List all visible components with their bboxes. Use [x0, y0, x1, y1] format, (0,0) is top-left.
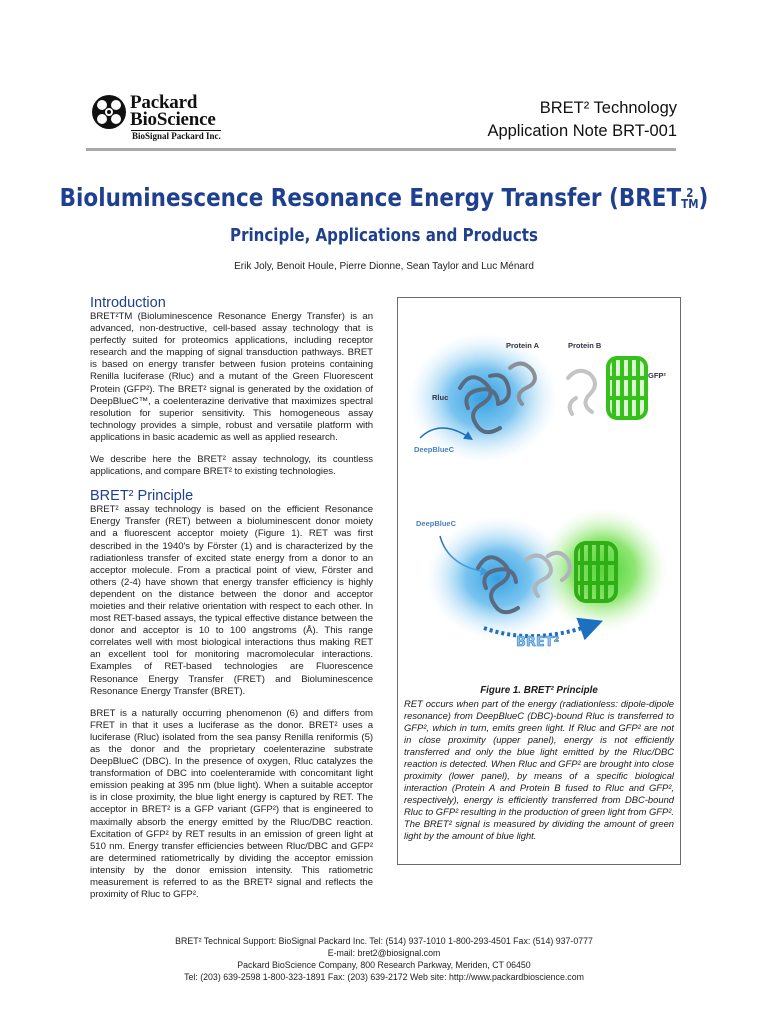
intro-paragraph-2: We describe here the BRET² assay technology, its countless applications, and compare BRET² to existing technologies.: [90, 454, 373, 478]
authors: Erik Joly, Benoit Houle, Pierre Dionne, Sean Taylor and Luc Ménard: [234, 261, 534, 272]
label-rluc: Rluc: [432, 393, 449, 402]
company-logo: [90, 90, 250, 140]
lower-gfp-barrel: [576, 543, 616, 601]
intro-heading: Introduction: [90, 295, 166, 311]
page-title: [54, 183, 714, 212]
title-tm: TM: [681, 197, 699, 211]
logo-mark-icon: [90, 90, 128, 134]
principle-paragraph-2: BRET is a naturally occurring phenomenon (6) and differs from FRET in that it uses a luciferase as the donor. BRET² uses a luciferase (Rluc) isolated from the sea pansy Renilla reniformis (5) as the donor and the proprietary coelenterazine substrate DeepBlueC (DBC). In the presence of oxygen, Rluc catalyzes the transformation of DBC into coelenteramide with concomitant light emission peaking at 395 nm (blue light). When a suitable acceptor is in close proximity, the blue light energy is captured by RET. The acceptor in BRET² is a GFP variant (GFP²) that is engineered to maximally absorb the energy emitted by the Rluc/DBC reaction. Excitation of GFP² by RET results in an emission of green light at 510 nm. Energy transfer efficiencies between Rluc/DBC and GFP² are determined ratiometrically by dividing the acceptor emission intensity by the donor emission intensity. This ratiometric measurement is referred to as the BRET² signal and reflects the proximity of Rluc to GFP².: [90, 707, 373, 901]
footer-contact: [0, 935, 768, 983]
figure-caption-title: Figure 1. BRET² Principle: [480, 685, 598, 696]
page-subtitle: Principle, Applications and Products: [230, 226, 538, 246]
footer-line-4: Tel: (203) 639-2598 1-800-323-1891 Fax: (203) 639-2172 Web site: http://www.packardbioscience.com: [184, 972, 584, 982]
upper-blue-glow: [408, 333, 558, 463]
title-main: Bioluminescence Resonance Energy Transfer (BRET: [59, 183, 682, 212]
label-protein-b: Protein B: [568, 341, 602, 350]
app-note-number: Application Note BRT-001: [487, 122, 677, 140]
header-technology: [487, 97, 677, 143]
bret-principle-illustration: [398, 298, 680, 678]
label-deepbluec-upper: DeepBlueC: [414, 445, 455, 454]
label-bret: BRET²: [516, 635, 560, 650]
company-name-line1: Packard: [130, 92, 198, 113]
upper-gfp-barrel: [608, 358, 646, 418]
principle-heading: BRET² Principle: [90, 488, 194, 505]
label-deepbluec-lower: DeepBlueC: [416, 519, 457, 528]
footer-line-2: E-mail: bret2@biosignal.com: [327, 948, 441, 958]
principle-paragraph-1: BRET² assay technology is based on the efficient Resonance Energy Transfer (RET) between a bioluminescent donor moiety and a fluorescent acceptor moiety (Figure 1). RET was first described in the 1940's by Förster (1) and is characterized by the radiationless transfer of excited state energy from a donor to an acceptor molecule. From a practical point of view, Förster and others (2-4) have shown that energy transfer efficiency is highly dependent on the distance between the donor and acceptor moieties and their relative orientation with respect to each other. In most RET-based assays, the typical effective distance between the donor and acceptor is 10 to 100 angstroms (Å). This range correlates well with most biological interactions thus making RET an excellent tool for monitoring macromolecular interactions. Examples of RET-based technologies are Fluorescence Resonance Energy Transfer (FRET) and Bioluminescence Resonance Energy Transfer (BRET).: [90, 504, 373, 697]
figure-caption: [404, 685, 674, 842]
intro-paragraph-1: BRET²TM (Bioluminescence Resonance Energy Transfer) is an advanced, non-destructive, cell-based assay technology that is perfectly suited for proteomics applications, including receptor research and the mapping of signal transduction pathways. BRET is based on energy transfer between fusion proteins containing Renilla luciferase (Rluc) and a mutant of the Green Fluorescent Protein (GFP²). The BRET² signal is generated by the oxidation of DeepBlueC™, a coelenterazine derivative that maximizes spectral resolution for superior sensitivity. This homogeneous assay technology provides a simple, robust and versatile platform with applications in basic academic as well as applied research.: [90, 311, 373, 443]
footer-line-1: BRET² Technical Support: BioSignal Packard Inc. Tel: (514) 937-1010 1-800-293-4501 Fax: (514) 937-0777: [175, 936, 593, 946]
label-protein-a: Protein A: [506, 341, 540, 350]
title-sup: 2: [686, 186, 694, 200]
company-subsidiary: BioSignal Packard Inc.: [132, 131, 221, 141]
figure-caption-body: RET occurs when part of the energy (radiationless: dipole-dipole resonance) from DeepBlueC (DBC)-bound Rluc is transferred to GFP², which in turn, emits green light. If Rluc and GFP² are not in close proximity (upper panel), energy is not efficiently transferred and only the blue light emitted by the Rluc/DBC reaction is detected. When Rluc and GFP² are brought into close proximity (lower panel), by means of a specific biological interaction (Protein A and Protein B fused to Rluc and GFP², respectively), energy is efficiently transferred from DBC-bound Rluc to GFP² resulting in the production of green light from GFP². The BRET² signal is measured by dividing the amount of green light by the amount of blue light.: [404, 698, 674, 841]
upper-protein-b: [568, 371, 595, 414]
company-name-line2: BioScience: [130, 109, 216, 130]
tech-title: BRET² Technology: [539, 99, 677, 117]
label-gfp: GFP²: [648, 371, 666, 380]
figure-1: [397, 297, 681, 865]
title-superscript: [681, 188, 698, 210]
title-close: ): [698, 183, 709, 212]
header-divider: [86, 148, 676, 151]
footer-line-3: Packard BioScience Company, 800 Research Parkway, Meriden, CT 06450: [237, 960, 531, 970]
left-column: [90, 295, 373, 901]
